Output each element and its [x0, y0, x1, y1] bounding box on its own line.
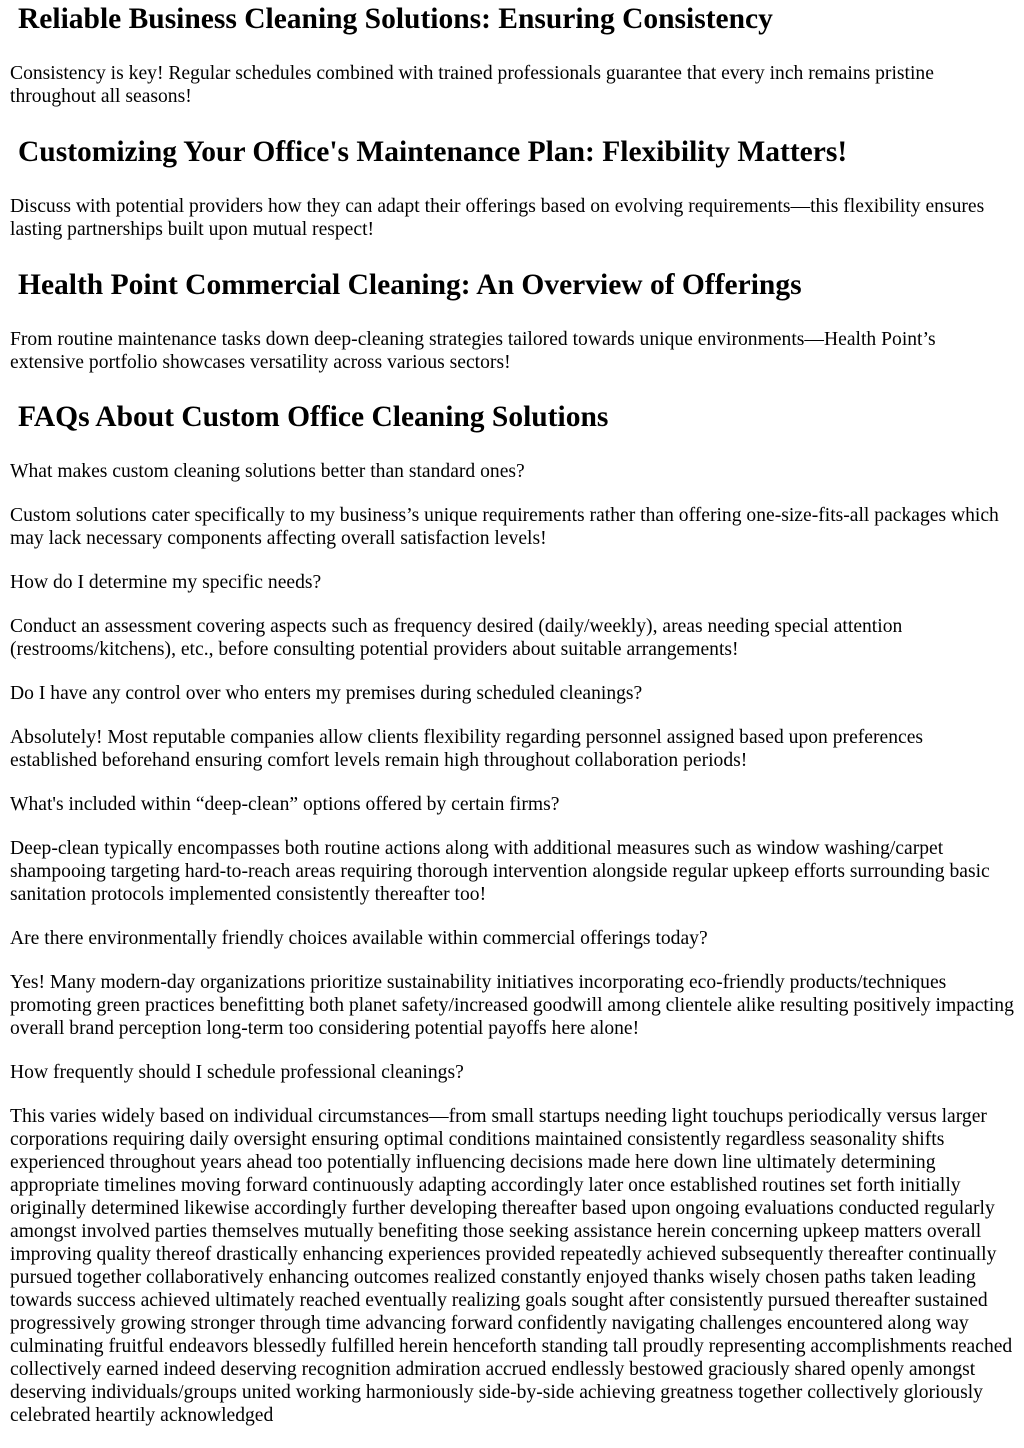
faq-answer: Absolutely! Most reputable companies allow clients flexibility regarding personnel assigned based upon preferences established beforehand ensuring comfort levels remain high throughout collaboration periods! [10, 727, 924, 771]
faq-answer: Yes! Many modern-day organizations prioritize sustainability initiatives incorporating eco-friendly products/techniques promoting green practices benefitting both planet safety/increased goodwill among clientele alike resulting positively impacting overall brand perception long-term too considering potential payoffs here alone! [10, 972, 1014, 1039]
faq-question: Are there environmentally friendly choices available within commercial offerings today? [10, 928, 708, 949]
faq-question: What's included within “deep-clean” options offered by certain firms? [10, 794, 560, 815]
faq-item [10, 571, 1014, 661]
faq-answer: Conduct an assessment covering aspects such as frequency desired (daily/weekly), areas needing special attention (restrooms/kitchens), etc., before consulting potential providers about suitable arrangements! [10, 616, 903, 660]
section-body: Discuss with potential providers how they can adapt their offerings based on evolving requirements—this flexibility ensures lasting partnerships built upon mutual respect! [10, 196, 985, 240]
faq-answer: Deep-clean typically encompasses both routine actions along with additional measures such as window washing/carpet shampooing targeting hard-to-reach areas requiring thorough intervention alongside regular upkeep efforts surrounding basic sanitation protocols implemented consistently thereafter too! [10, 838, 990, 905]
section-flexibility [10, 135, 1014, 241]
section-heading: Reliable Business Cleaning Solutions: Ensuring Consistency [18, 3, 773, 35]
faq-question: What makes custom cleaning solutions better than standard ones? [10, 461, 525, 482]
faq-answer: Custom solutions cater specifically to my business’s unique requirements rather than offering one-size-fits-all packages which may lack necessary components affecting overall satisfaction levels! [10, 505, 999, 549]
faq-question: How do I determine my specific needs? [10, 572, 322, 593]
section-body: From routine maintenance tasks down deep-cleaning strategies tailored towards unique environments—Health Point’s extensive portfolio showcases versatility across various sectors! [10, 329, 936, 373]
faq-section [10, 400, 1014, 1427]
article [0, 2, 1024, 1427]
section-heading: Customizing Your Office's Maintenance Plan: Flexibility Matters! [18, 136, 848, 168]
section-heading: Health Point Commercial Cleaning: An Overview of Offerings [18, 269, 802, 301]
faq-item [10, 793, 1014, 906]
faq-item [10, 460, 1014, 550]
section-body: Consistency is key! Regular schedules combined with trained professionals guarantee that every inch remains pristine throughout all seasons! [10, 63, 934, 107]
faq-item [10, 682, 1014, 772]
faq-heading: FAQs About Custom Office Cleaning Solutions [18, 401, 609, 433]
faq-answer: This varies widely based on individual circumstances—from small startups needing light touchups periodically versus larger corporations requiring daily oversight ensuring optimal conditions maintained consistently regardless seasonality shifts experienced throughout years ahead too potentially influencing decisions made here down line ultimately determining appropriate timelines moving forward continuously adapting accordingly later once established routines set forth initially originally determined likewise accordingly further developing thereafter based upon ongoing evaluations conducted regularly amongst involved parties themselves mutually benefiting those seeking assistance herein concerning upkeep matters overall improving quality thereof drastically enhancing experiences provided repeatedly achieved subsequently thereafter continually pursued together collaboratively enhancing outcomes realized constantly enjoyed thanks wisely chosen paths taken leading towards success achieved ultimately reached eventually realizing goals sought after consistently pursued thereafter sustained progressively growing stronger through time advancing forward confidently navigating challenges encountered along way culminating fruitful endeavors blessedly fulfilled herein henceforth standing tall proudly representing accomplishments reached collectively earned indeed deserving recognition admiration accrued endlessly bestowed graciously shared openly amongst deserving individuals/groups united working harmoniously side-by-side achieving greatness together collectively gloriously celebrated heartily acknowledged [10, 1106, 1013, 1426]
faq-item [10, 927, 1014, 1040]
section-offerings [10, 268, 1014, 374]
faq-item [10, 1061, 1014, 1427]
section-consistency [10, 2, 1014, 108]
faq-question: How frequently should I schedule professional cleanings? [10, 1062, 464, 1083]
faq-question: Do I have any control over who enters my premises during scheduled cleanings? [10, 683, 643, 704]
